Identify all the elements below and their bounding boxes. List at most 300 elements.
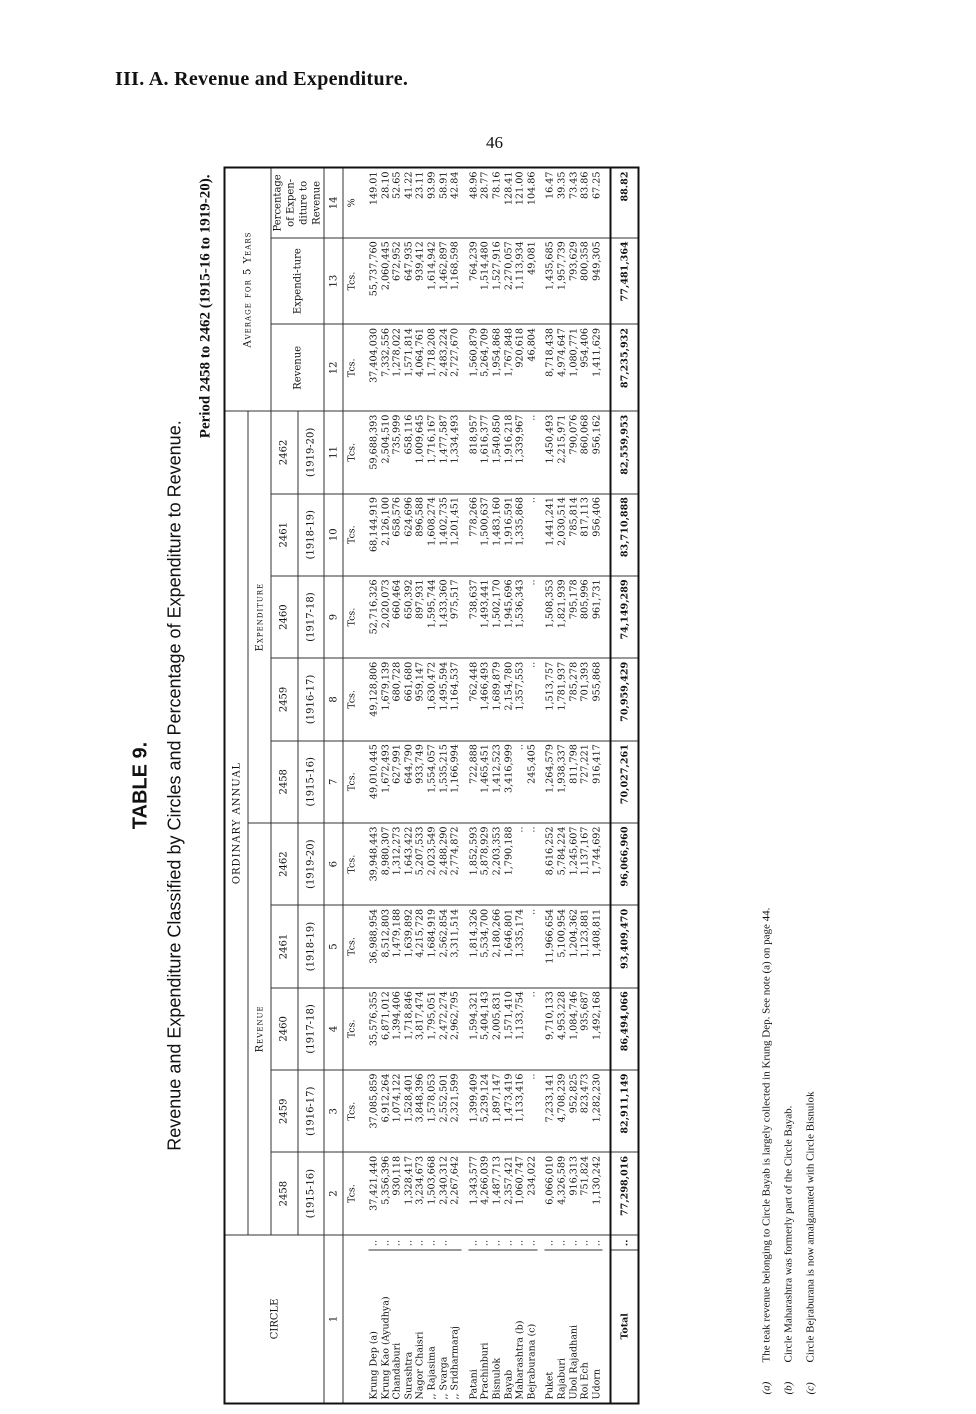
leader-dots: .. bbox=[415, 1235, 427, 1250]
cell-value: 2,962,795 bbox=[450, 988, 462, 1070]
cell-value: 6,912,264 bbox=[380, 1070, 392, 1152]
table-row bbox=[580, 168, 592, 1404]
year-ad-header: (1918-19) bbox=[298, 905, 325, 987]
cell-value: 39.35 bbox=[556, 168, 568, 238]
cell-value: 727,221 bbox=[580, 741, 592, 823]
total-value: 83,710,888 bbox=[611, 494, 639, 576]
cell-value: 975,517 bbox=[450, 576, 462, 658]
cell-value: 28.10 bbox=[380, 168, 392, 238]
table-row bbox=[380, 168, 392, 1404]
cell-value: 672,952 bbox=[392, 238, 404, 325]
cell-value: 793,629 bbox=[568, 238, 580, 325]
cell-value: 764,239 bbox=[468, 238, 480, 325]
col-number: 13 bbox=[324, 238, 343, 325]
cell-value: 5,100,954 bbox=[556, 905, 568, 987]
cell-value: 644,790 bbox=[403, 741, 415, 823]
cell-value: 1,535,215 bbox=[438, 741, 450, 823]
cell-value: 49,128,806 bbox=[369, 658, 381, 740]
cell-value: 1,133,416 bbox=[515, 1070, 527, 1152]
cell-value: 738,637 bbox=[468, 576, 480, 658]
cell-value: 1,608,274 bbox=[426, 494, 438, 576]
leader-dots: .. bbox=[591, 1235, 603, 1250]
cell-value: 800,358 bbox=[580, 238, 592, 325]
cell-value: 1,113,934 bbox=[515, 238, 527, 325]
cell-value: 1,477,587 bbox=[438, 411, 450, 493]
circle-name: Nagor Chaisri bbox=[415, 1250, 427, 1404]
leader-dots: .. bbox=[491, 1235, 503, 1250]
col-number: 10 bbox=[324, 494, 343, 576]
table-row bbox=[545, 168, 557, 1404]
circle-name: Ubol Rajadhani bbox=[568, 1250, 580, 1404]
cell-value: 46,804 bbox=[526, 324, 538, 411]
cell-value: 1,689,879 bbox=[491, 658, 503, 740]
col-number: 4 bbox=[324, 988, 343, 1070]
cell-value: 2,270,057 bbox=[503, 238, 515, 325]
year-header: 2460 bbox=[271, 576, 298, 658]
cell-value: 1,684,919 bbox=[426, 905, 438, 987]
cell-value: 1,487,713 bbox=[491, 1152, 503, 1234]
cell-value: 701,393 bbox=[580, 658, 592, 740]
cell-value: 1,137,167 bbox=[580, 823, 592, 905]
year-ad-header: (1917-18) bbox=[298, 576, 325, 658]
cell-value: 1,957,739 bbox=[556, 238, 568, 325]
unit-label: Tcs. bbox=[343, 494, 362, 576]
cell-value: 16.47 bbox=[545, 168, 557, 238]
cell-value: 1,500,637 bbox=[480, 494, 492, 576]
cell-value: 1,334,493 bbox=[450, 411, 462, 493]
leader-dots: .. bbox=[611, 1235, 639, 1250]
leader-dots: .. bbox=[380, 1235, 392, 1250]
leader-dots: .. bbox=[580, 1235, 592, 1250]
cell-value: 5,207,533 bbox=[415, 823, 427, 905]
total-value: 77,481,364 bbox=[611, 238, 639, 325]
cell-value: 916,313 bbox=[568, 1152, 580, 1234]
cell-value: 83.86 bbox=[580, 168, 592, 238]
cell-value: 1,945,696 bbox=[503, 576, 515, 658]
cell-value: 778,266 bbox=[468, 494, 480, 576]
cell-value: 805,996 bbox=[580, 576, 592, 658]
circle-name: Puket bbox=[545, 1250, 557, 1404]
circle-name: Roi Ech bbox=[580, 1250, 592, 1404]
cell-value: 1,672,493 bbox=[380, 741, 392, 823]
avg-expenditure-header: Expendi-ture bbox=[271, 238, 324, 325]
cell-value: 1,744,692 bbox=[591, 823, 603, 905]
average-header: Average for 5 Years bbox=[225, 168, 272, 412]
cell-value: 3,234,673 bbox=[415, 1152, 427, 1234]
cell-value: 1,328,417 bbox=[403, 1152, 415, 1234]
leader-dots: .. bbox=[392, 1235, 404, 1250]
table-row bbox=[403, 168, 415, 1404]
cell-value: 11,966,654 bbox=[545, 905, 557, 987]
cell-value: 234,022 bbox=[526, 1152, 538, 1234]
cell-value: 647,935 bbox=[403, 238, 415, 325]
cell-value: 2,472,274 bbox=[438, 988, 450, 1070]
cell-value: 1,394,406 bbox=[392, 988, 404, 1070]
cell-value: 1,718,846 bbox=[403, 988, 415, 1070]
table-period: Period 2458 to 2462 (1915-16 to 1919-20). bbox=[197, 174, 214, 439]
leader-dots: .. bbox=[556, 1235, 568, 1250]
cell-value: 1,339,967 bbox=[515, 411, 527, 493]
unit-label: Tcs. bbox=[343, 411, 362, 493]
cell-value: 245,405 bbox=[526, 741, 538, 823]
cell-value: .. bbox=[515, 823, 527, 905]
circle-name: Krung Dep (a) bbox=[369, 1250, 381, 1404]
cell-value: 1,646,801 bbox=[503, 905, 515, 987]
circle-name: Patani bbox=[468, 1250, 480, 1404]
cell-value: 2,180,266 bbox=[491, 905, 503, 987]
cell-value: 1,465,451 bbox=[480, 741, 492, 823]
revenue-group-header: Revenue bbox=[248, 823, 271, 1235]
cell-value: 3,416,999 bbox=[503, 741, 515, 823]
unit-label: Tcs. bbox=[343, 324, 362, 411]
total-value: 70,027,261 bbox=[611, 741, 639, 823]
spacer-row bbox=[461, 168, 468, 1404]
cell-value: 1,441,241 bbox=[545, 494, 557, 576]
cell-value: 5,878,929 bbox=[480, 823, 492, 905]
cell-value: 1,897,147 bbox=[491, 1070, 503, 1152]
cell-value: 1,781,937 bbox=[556, 658, 568, 740]
cell-value: 956,162 bbox=[591, 411, 603, 493]
cell-value: .. bbox=[526, 494, 538, 576]
year-ad-header: (1919-20) bbox=[298, 823, 325, 905]
leader-dots: .. bbox=[503, 1235, 515, 1250]
cell-value: 58.91 bbox=[438, 168, 450, 238]
cell-value: 2,774,872 bbox=[450, 823, 462, 905]
cell-value: 1,616,377 bbox=[480, 411, 492, 493]
cell-value: 1,795,051 bbox=[426, 988, 438, 1070]
cell-value: 4,974,647 bbox=[556, 324, 568, 411]
cell-value: 6,871,012 bbox=[380, 988, 392, 1070]
cell-value: 1,578,053 bbox=[426, 1070, 438, 1152]
cell-value: 1,814,326 bbox=[468, 905, 480, 987]
cell-value: 1,560,879 bbox=[468, 324, 480, 411]
cell-value: 896,588 bbox=[415, 494, 427, 576]
page-number: 46 bbox=[486, 133, 503, 152]
leader-dots: .. bbox=[369, 1235, 381, 1250]
cell-value: 1,502,170 bbox=[491, 576, 503, 658]
table-row bbox=[480, 168, 492, 1404]
cell-value: 916,417 bbox=[591, 741, 603, 823]
cell-value: 1,571,410 bbox=[503, 988, 515, 1070]
leader-dots: .. bbox=[438, 1235, 450, 1250]
footnote-label: (b) bbox=[782, 1381, 795, 1395]
cell-value: 1,718,208 bbox=[426, 324, 438, 411]
circle-name: Maharashtra (b) bbox=[515, 1250, 527, 1404]
cell-value: 1,312,273 bbox=[392, 823, 404, 905]
cell-value: 661,680 bbox=[403, 658, 415, 740]
cell-value: 1,540,850 bbox=[491, 411, 503, 493]
cell-value: 2,267,642 bbox=[450, 1152, 462, 1234]
table-row bbox=[556, 168, 568, 1404]
cell-value: 1,554,057 bbox=[426, 741, 438, 823]
cell-value: 933,749 bbox=[415, 741, 427, 823]
year-header: 2462 bbox=[271, 823, 298, 905]
table-row bbox=[415, 168, 427, 1404]
cell-value: 790,076 bbox=[568, 411, 580, 493]
unit-label: Tcs. bbox=[343, 988, 362, 1070]
table-title: TABLE 9. bbox=[129, 741, 152, 830]
unit-label: Tcs. bbox=[343, 576, 362, 658]
cell-value: 1,639,892 bbox=[403, 905, 415, 987]
cell-value: .. bbox=[526, 823, 538, 905]
cell-value: 1,821,939 bbox=[556, 576, 568, 658]
cell-value: 93.99 bbox=[426, 168, 438, 238]
table-row bbox=[468, 168, 480, 1404]
cell-value: 1,679,139 bbox=[380, 658, 392, 740]
leader-dots bbox=[450, 1235, 462, 1250]
cell-value: 6,066,010 bbox=[545, 1152, 557, 1234]
unit-label: Tcs. bbox=[343, 823, 362, 905]
circle-name: Surashtra bbox=[403, 1250, 415, 1404]
cell-value: 1,513,757 bbox=[545, 658, 557, 740]
cell-value: 650,392 bbox=[403, 576, 415, 658]
cell-value: 3,817,474 bbox=[415, 988, 427, 1070]
cell-value: 1,916,218 bbox=[503, 411, 515, 493]
cell-value: 2,060,445 bbox=[380, 238, 392, 325]
cell-value: 3,311,514 bbox=[450, 905, 462, 987]
cell-value: 1,466,493 bbox=[480, 658, 492, 740]
cell-value: 1,495,594 bbox=[438, 658, 450, 740]
leader-dots: .. bbox=[568, 1235, 580, 1250]
year-header: 2460 bbox=[271, 988, 298, 1070]
col-number: 2 bbox=[324, 1152, 343, 1234]
cell-value: 823,473 bbox=[580, 1070, 592, 1152]
cell-value: 2,727,670 bbox=[450, 324, 462, 411]
cell-value: 1,462,897 bbox=[438, 238, 450, 325]
cell-value: 1,133,754 bbox=[515, 988, 527, 1070]
cell-value: .. bbox=[526, 1070, 538, 1152]
table-row bbox=[515, 168, 527, 1404]
total-value: 77,298,016 bbox=[611, 1152, 639, 1234]
cell-value: 2,340,312 bbox=[438, 1152, 450, 1234]
cell-value: 1,399,409 bbox=[468, 1070, 480, 1152]
cell-value: 52,716,326 bbox=[369, 576, 381, 658]
leader-dots: .. bbox=[515, 1235, 527, 1250]
cell-value: 1,493,441 bbox=[480, 576, 492, 658]
cell-value: 73.43 bbox=[568, 168, 580, 238]
col-number: 1 bbox=[324, 1235, 343, 1404]
cell-value: 4,266,039 bbox=[480, 1152, 492, 1234]
cell-value: 1,278,022 bbox=[392, 324, 404, 411]
cell-value: 680,728 bbox=[392, 658, 404, 740]
cell-value: 1,483,160 bbox=[491, 494, 503, 576]
cell-value: 1,716,167 bbox=[426, 411, 438, 493]
total-value: 86,494,066 bbox=[611, 988, 639, 1070]
col-number: 7 bbox=[324, 741, 343, 823]
cell-value: 1,060,747 bbox=[515, 1152, 527, 1234]
col-number: 14 bbox=[324, 168, 343, 238]
total-value: 96,066,960 bbox=[611, 823, 639, 905]
cell-value: 2,203,353 bbox=[491, 823, 503, 905]
units-row bbox=[343, 168, 362, 1404]
total-value: 70,959,429 bbox=[611, 658, 639, 740]
cell-value: 5,264,709 bbox=[480, 324, 492, 411]
cell-value: 1,433,360 bbox=[438, 576, 450, 658]
cell-value: 961,731 bbox=[591, 576, 603, 658]
cell-value: .. bbox=[526, 658, 538, 740]
page-heading: III. A. Revenue and Expenditure. bbox=[115, 68, 409, 90]
leader-dots: .. bbox=[480, 1235, 492, 1250]
cell-value: 2,005,831 bbox=[491, 988, 503, 1070]
circle-name: Chandaburi bbox=[392, 1250, 404, 1404]
cell-value: 1,594,321 bbox=[468, 988, 480, 1070]
cell-value: 1,450,493 bbox=[545, 411, 557, 493]
spacer-row bbox=[362, 168, 369, 1404]
year-ad-header: (1918-19) bbox=[298, 494, 325, 576]
total-label: Total bbox=[611, 1250, 639, 1404]
cell-value: 1,084,746 bbox=[568, 988, 580, 1070]
col-number: 12 bbox=[324, 324, 343, 411]
cell-value: 2,030,514 bbox=[556, 494, 568, 576]
cell-value: 2,154,780 bbox=[503, 658, 515, 740]
cell-value: 2,215,971 bbox=[556, 411, 568, 493]
total-value: 88.82 bbox=[611, 168, 639, 238]
cell-value: 4,326,589 bbox=[556, 1152, 568, 1234]
cell-value: 1,473,419 bbox=[503, 1070, 515, 1152]
cell-value: 2,023,549 bbox=[426, 823, 438, 905]
revenue-expenditure-table bbox=[224, 167, 640, 1405]
cell-value: 2,020,073 bbox=[380, 576, 392, 658]
cell-value: 5,239,124 bbox=[480, 1070, 492, 1152]
cell-value: .. bbox=[526, 905, 538, 987]
unit-label: Tcs. bbox=[343, 238, 362, 325]
cell-value: 860,068 bbox=[580, 411, 592, 493]
unit-label: Tcs. bbox=[343, 905, 362, 987]
cell-value: 121.00 bbox=[515, 168, 527, 238]
avg-percentage-header: Percentage of Expen-diture to Revenue bbox=[271, 168, 324, 238]
cell-value: 1,614,942 bbox=[426, 238, 438, 325]
cell-value: 4,708,239 bbox=[556, 1070, 568, 1152]
cell-value: 1,536,343 bbox=[515, 576, 527, 658]
cell-value: 1,204,362 bbox=[568, 905, 580, 987]
cell-value: 149.01 bbox=[369, 168, 381, 238]
table-row bbox=[450, 168, 462, 1404]
circle-name: Udorn bbox=[591, 1250, 603, 1404]
cell-value: 49,081 bbox=[526, 238, 538, 325]
cell-value: 1,335,174 bbox=[515, 905, 527, 987]
cell-value: 1,527,916 bbox=[491, 238, 503, 325]
footnote-text: The teak revenue belonging to Circle Bayab is largely collected in Krung Dep. See note (a) on page 44. bbox=[760, 907, 773, 1363]
cell-value: 1,264,579 bbox=[545, 741, 557, 823]
year-ad-header: (1915-16) bbox=[298, 741, 325, 823]
cell-value: 28.77 bbox=[480, 168, 492, 238]
year-ad-header: (1916-17) bbox=[298, 658, 325, 740]
cell-value: 48.96 bbox=[468, 168, 480, 238]
unit-label: % bbox=[343, 168, 362, 238]
cell-value: 35,576,355 bbox=[369, 988, 381, 1070]
cell-value: 1,767,848 bbox=[503, 324, 515, 411]
cell-value: 658,116 bbox=[403, 411, 415, 493]
cell-value: 1,643,422 bbox=[403, 823, 415, 905]
year-header: 2458 bbox=[271, 1152, 298, 1234]
col-number: 5 bbox=[324, 905, 343, 987]
cell-value: 1,166,994 bbox=[450, 741, 462, 823]
cell-value: 795,178 bbox=[568, 576, 580, 658]
cell-value: 2,562,854 bbox=[438, 905, 450, 987]
cell-value: 41.22 bbox=[403, 168, 415, 238]
cell-value: 811,798 bbox=[568, 741, 580, 823]
ordinary-annual-header: ORDINARY ANNUAL bbox=[225, 411, 249, 1235]
spacer-row bbox=[603, 168, 611, 1404]
col-number: 3 bbox=[324, 1070, 343, 1152]
circle-name: Bayab bbox=[503, 1250, 515, 1404]
table-row bbox=[503, 168, 515, 1404]
leader-dots: .. bbox=[403, 1235, 415, 1250]
cell-value: 4,215,728 bbox=[415, 905, 427, 987]
footnote bbox=[778, 908, 800, 1395]
cell-value: 8,616,252 bbox=[545, 823, 557, 905]
cell-value: 1,435,685 bbox=[545, 238, 557, 325]
year-ad-header: (1916-17) bbox=[298, 1070, 325, 1152]
cell-value: 8,980,307 bbox=[380, 823, 392, 905]
cell-value: 37,085,859 bbox=[369, 1070, 381, 1152]
table-subtitle: Revenue and Expenditure Classified by Circles and Percentage of Expenditure to Revenue. bbox=[164, 420, 185, 1151]
cell-value: 8,512,803 bbox=[380, 905, 392, 987]
cell-value: 627,991 bbox=[392, 741, 404, 823]
total-value: 93,409,470 bbox=[611, 905, 639, 987]
cell-value: 49,010,445 bbox=[369, 741, 381, 823]
year-ad-header: (1919-20) bbox=[298, 411, 325, 493]
year-header: 2461 bbox=[271, 494, 298, 576]
cell-value: 785,814 bbox=[568, 494, 580, 576]
table-row bbox=[526, 168, 538, 1404]
cell-value: 935,687 bbox=[580, 988, 592, 1070]
cell-value: 1,282,230 bbox=[591, 1070, 603, 1152]
total-value: 82,911,149 bbox=[611, 1070, 639, 1152]
cell-value: 1,411,629 bbox=[591, 324, 603, 411]
rotated-table-block bbox=[116, 161, 861, 1411]
table-row bbox=[426, 168, 438, 1404]
cell-value: 1,123,881 bbox=[580, 905, 592, 987]
cell-value: 5,534,700 bbox=[480, 905, 492, 987]
cell-value: 1,916,591 bbox=[503, 494, 515, 576]
cell-value: 1,080,771 bbox=[568, 324, 580, 411]
cell-value: 39,948,443 bbox=[369, 823, 381, 905]
cell-value: 624,696 bbox=[403, 494, 415, 576]
year-ad-header: (1917-18) bbox=[298, 988, 325, 1070]
unit-label: Tcs. bbox=[343, 741, 362, 823]
table-row bbox=[392, 168, 404, 1404]
total-value: 82,559,953 bbox=[611, 411, 639, 493]
cell-value: 55,737,760 bbox=[369, 238, 381, 325]
leader-dots: .. bbox=[426, 1235, 438, 1250]
cell-value: 2,488,290 bbox=[438, 823, 450, 905]
cell-value: 42.84 bbox=[450, 168, 462, 238]
cell-value: 8,718,438 bbox=[545, 324, 557, 411]
footnotes bbox=[756, 908, 822, 1395]
cell-value: 37,404,030 bbox=[369, 324, 381, 411]
cell-value: 52.65 bbox=[392, 168, 404, 238]
cell-value: 817,113 bbox=[580, 494, 592, 576]
cell-value: 920,618 bbox=[515, 324, 527, 411]
cell-value: 1,514,480 bbox=[480, 238, 492, 325]
cell-value: 4,953,228 bbox=[556, 988, 568, 1070]
circle-name: Prachinburi bbox=[480, 1250, 492, 1404]
circle-name: Krung Kao (Ayudhya) bbox=[380, 1250, 392, 1404]
cell-value: 959,147 bbox=[415, 658, 427, 740]
cell-value: 1,408,811 bbox=[591, 905, 603, 987]
footnote bbox=[800, 908, 822, 1395]
circle-header: CIRCLE bbox=[225, 1235, 325, 1404]
cell-value: 67.25 bbox=[591, 168, 603, 238]
cell-value: .. bbox=[515, 741, 527, 823]
circle-name: Bejraburana (c) bbox=[526, 1250, 538, 1404]
cell-value: 1,790,188 bbox=[503, 823, 515, 905]
cell-value: 2,321,599 bbox=[450, 1070, 462, 1152]
cell-value: 5,784,224 bbox=[556, 823, 568, 905]
cell-value: 1,009,645 bbox=[415, 411, 427, 493]
cell-value: 1,164,537 bbox=[450, 658, 462, 740]
